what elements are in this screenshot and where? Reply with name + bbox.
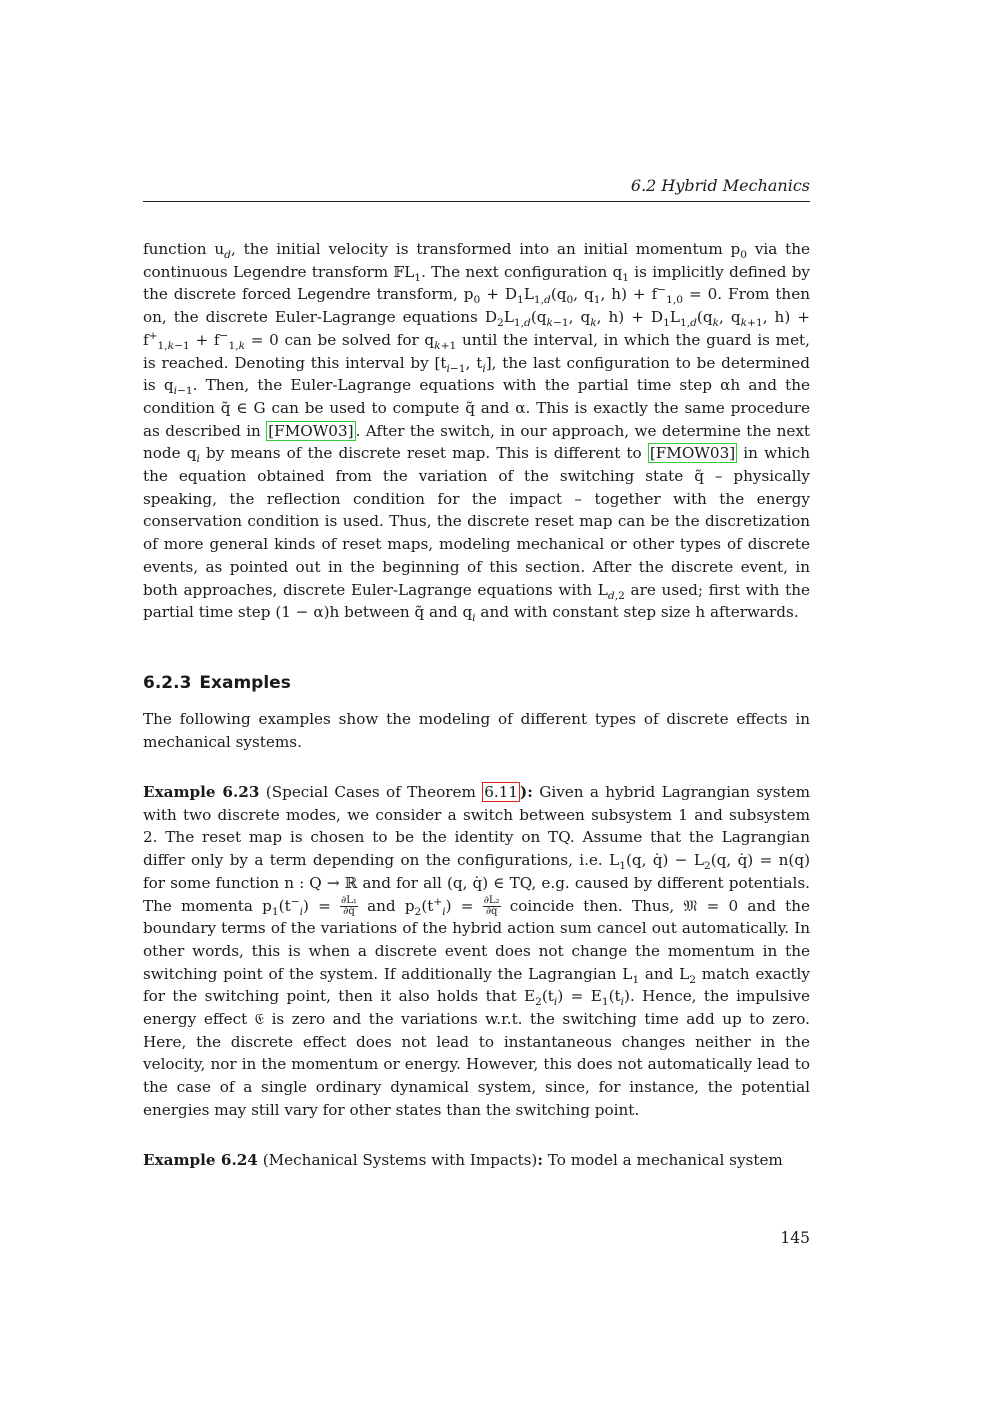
example-6-24-title: Example 6.24 <box>143 1151 258 1169</box>
fraction-dl1: $\frac{\text{∂L₁}}{\partial q̇}$ <box>341 895 357 918</box>
running-header: 6.2 Hybrid Mechanics <box>630 176 810 195</box>
paragraph-hybrid-comparison: function $u_d$, the initial velocity is transformed into an initial momentum $p_0$ via the continuous Legendre transform 𝔽L$_1$. The next configuration $q_1$ is implicitly defined by the discrete forced Legendre transform, $p_0 + D_1L_{1,d}(q_0$, $q_1$, $h) + f^-_{1,0} = 0$. From then on, the discrete Euler-Lagrange equations $D_2L_{1,d}(q_{k-1}$, $q_k$, $h) + D_1L_{1,d}(q_k$, $q_{k+1}$, $h) + f^+_{1,k-1} + f^-_{1,k} = 0$ can be solved for $q_{k+1}$ until the interval, in which the guard is met, is reached. Denoting this interval by [$t_{i-1}$, $t_i$], the last configuration to be determined is $q_{i-1}$. Then, the Euler-Lagrange equations with the partial time step αh and the condition q̃ ∈ G can be used to compute q̃ and α. This is exactly the same procedure as described in [FMOW03] . After the switch, in our approach, we determine the next node $q_i$ by means of the discrete reset map. This is different to [FMOW03] in which the equation obtained from the variation of the switching state q̃ – physically speaking, the reflection condition for the impact – together with the energy conservation condition is used. Thus, the discrete reset map can be the discretization of more general kinds of reset maps, modeling mechanical or other types of discrete events, as pointed out in the beginning of this section. After the discrete event, in both approaches, discrete Euler-Lagrange equations with $L_{d,2}$ are used; first with the partial time step (1 − α)h between q̃ and $q_i$ and with constant step size h afterwards. <box>143 240 811 625</box>
section-title: Examples <box>199 673 291 693</box>
section-heading <box>143 671 291 695</box>
page-number: 145 <box>780 1229 810 1247</box>
paragraph-examples-intro: The following examples show the modeling of different types of discrete effects in mechanical systems. <box>143 710 810 751</box>
citation-fmow03-second[interactable]: [FMOW03] <box>649 444 736 463</box>
example-6-24: Example 6.24 (Mechanical Systems with Impacts): To model a mechanical system <box>143 1151 783 1169</box>
citation-fmow03[interactable]: [FMOW03] <box>268 421 354 440</box>
fraction-dl2: $\frac{\text{∂L₂}}{\partial q̇}$ <box>483 895 500 918</box>
section-number: 6.2.3 <box>143 673 192 693</box>
theorem-ref-link[interactable]: 6.11 <box>484 783 519 801</box>
example-6-23-title: Example 6.23 <box>143 783 260 801</box>
example-6-23: Example 6.23 (Special Cases of Theorem 6.11 ): Given a hybrid Lagrangian system with two discrete modes, we consider a switch between subsystem 1 and subsystem 2. The reset map is chosen to be the identity on TQ. Assume that the Lagrangian differ only by a term depending on the configurations, i.e. $L_1(q$, q̇) − $L_2(q$, q̇) = n(q) for some function n : Q → ℝ and for all (q, q̇) ∈ TQ, e.g. caused by different potentials. The momenta $p_1(t^-_i)$ = $\frac{\text{∂L₁}}{\partial q̇}$ and $p_2(t^+_i)$ = $\frac{\text{∂L₂}}{\partial q̇}$ coincide then. Thus, 𝔐 = 0 and the boundary terms of the variations of the hybrid action sum cancel out automatically. In other words, this is when a discrete event does not change the momentum in the switching point of the system. If additionally the Lagrangian $L_1$ and $L_2$ match exactly for the switching point, then it also holds that $E_2(t_i) = E_1(t_i)$. Hence, the impulsive energy effect 𝔈 is zero and the variations w.r.t. the switching time add up to zero. Here, the discrete effect does not lead to instantaneous changes neither in the velocity, nor in the momentum or energy. However, this does not automatically lead to the case of a single ordinary dynamical system, since, for instance, the potential energies may still vary for other states than the switching point. <box>143 783 811 1119</box>
header-rule <box>143 201 810 202</box>
